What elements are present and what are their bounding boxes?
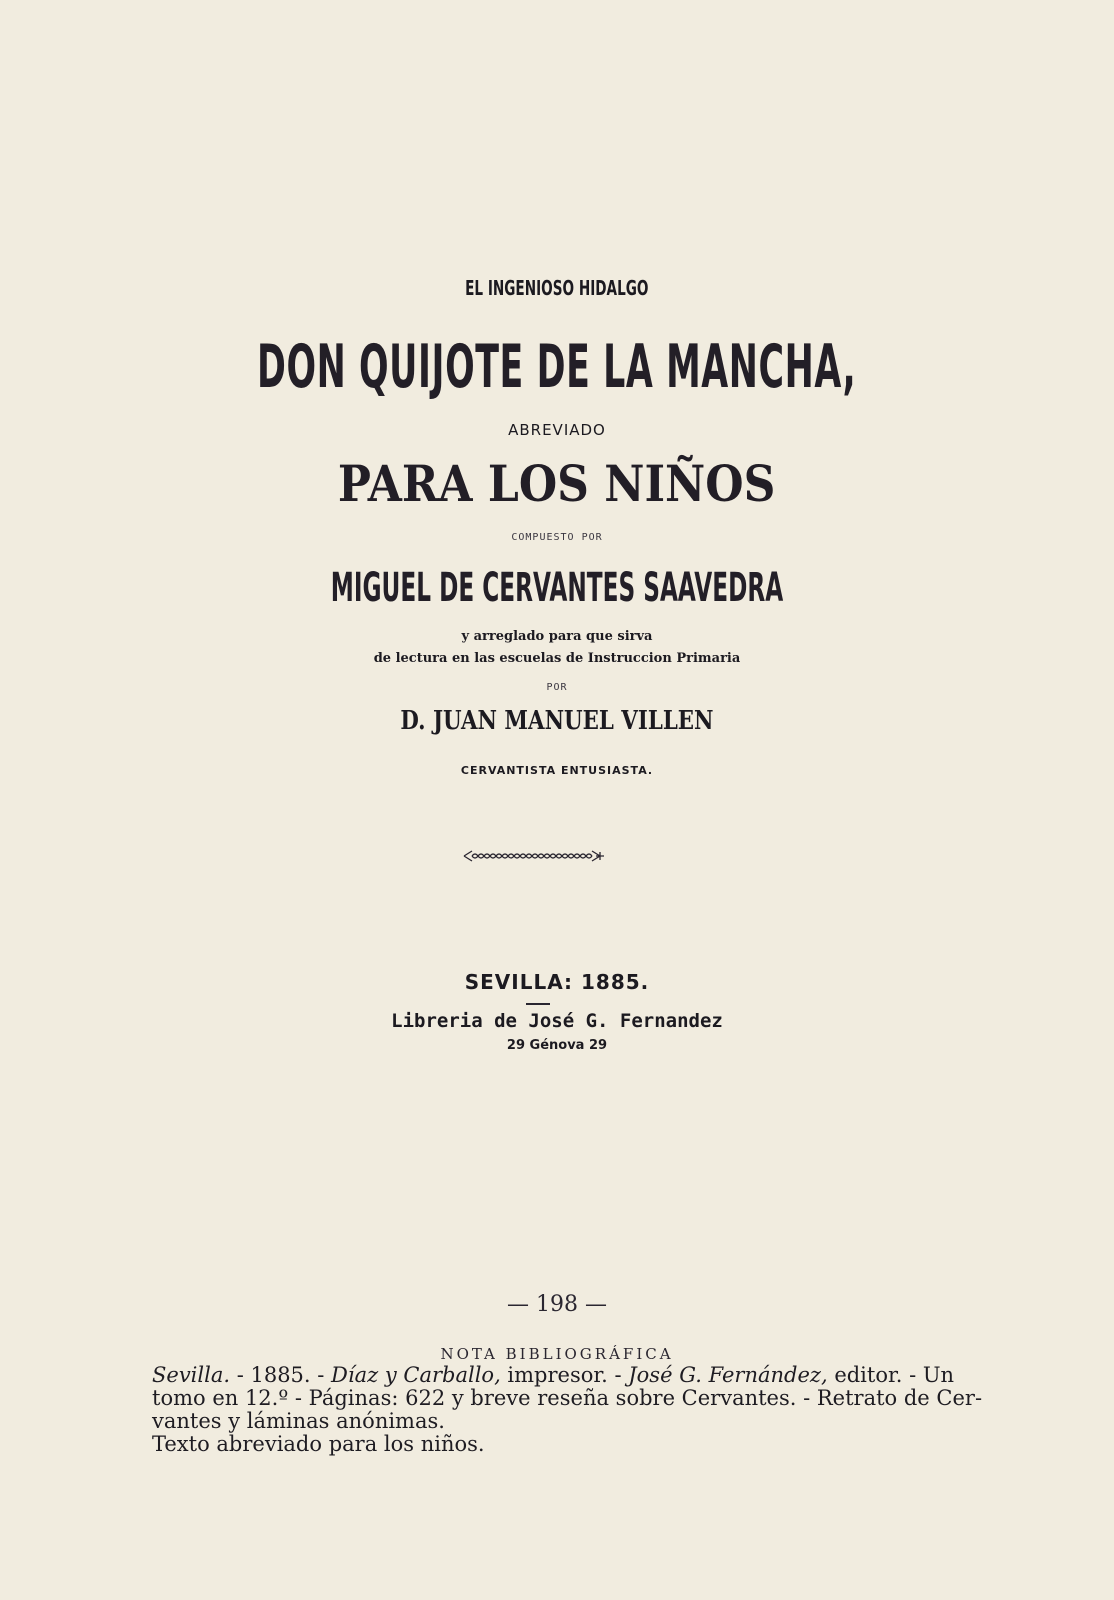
author-name: MIGUEL DE CERVANTES SAAVEDRA [330, 565, 784, 611]
por-label: POR [546, 682, 568, 693]
imprint-address: 29 Génova 29 [506, 1038, 608, 1053]
nota-line-1: Sevilla. - 1885. - Díaz y Carballo, impresor. - José G. Fernández, editor. - Un [152, 1363, 955, 1387]
editor-epithet: CERVANTISTA ENTUSIASTA. [460, 764, 654, 777]
subtitle-abreviado: ABREVIADO [508, 421, 606, 439]
pre-title: EL INGENIOSO HIDALGO [465, 276, 649, 300]
editor-name: D. JUAN MANUEL VILLEN [400, 706, 714, 736]
nota-line-3: vantes y láminas anónimas. [152, 1409, 445, 1433]
page-number: — 198 — [507, 1292, 607, 1317]
arreglado-line-2: de lectura en las escuelas de Instruccion Primaria [373, 651, 741, 666]
main-title: DON QUIJOTE DE LA MANCHA, [257, 332, 857, 402]
imprint-publisher: Libreria de José G. Fernandez [391, 1010, 723, 1032]
ornament-divider-icon [462, 848, 606, 864]
nota-line-2: tomo en 12.º - Páginas: 622 y breve reseña sobre Cervantes. - Retrato de Cer- [152, 1386, 983, 1410]
imprint-rule [526, 1003, 550, 1005]
nota-line-4: Texto abreviado para los niños. [152, 1432, 485, 1456]
nota-body [152, 1363, 983, 1456]
compuesto-por-label: COMPUESTO POR [511, 532, 603, 543]
arreglado-line-1: y arreglado para que sirva [461, 629, 653, 644]
nota-heading: NOTA BIBLIOGRÁFICA [440, 1345, 674, 1363]
subtitle-para-ninos: PARA LOS NIÑOS [338, 454, 776, 513]
imprint-city-year: SEVILLA: 1885. [464, 970, 650, 994]
